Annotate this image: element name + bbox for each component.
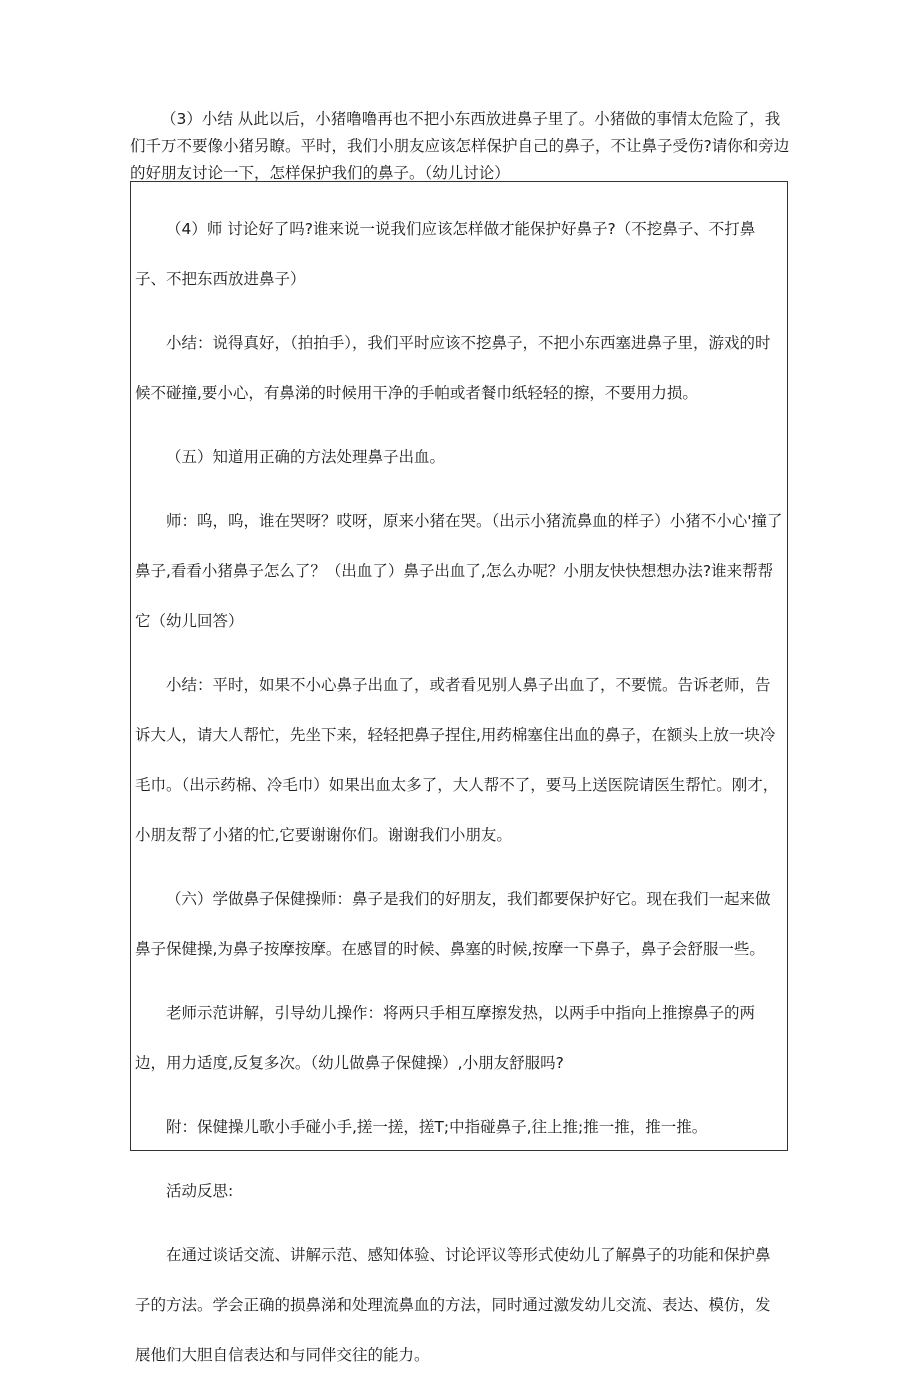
- section-six-exercise-paragraph: （六）学做鼻子保健操师：鼻子是我们的好朋友，我们都要保护好它。现在我们一起来做鼻子保健操,为鼻子按摩按摩。在感冒的时候、鼻塞的时候,按摩一下鼻子，鼻子会舒服一些。: [135, 890, 771, 958]
- summary-nosebleed-paragraph: 小结：平时，如果不小心鼻子出血了，或者看见别人鼻子出血了，不要慌。告诉老师，告诉大人，请大人帮忙，先坐下来，轻轻把鼻子捏住,用药棉塞住出血的鼻子，在额头上放一块冷毛巾。（出示药棉、冷毛巾）如果出血太多了，大人帮不了，要马上送医院请医生帮忙。刚才，小朋友帮了小猪的忙,它要谢谢你们。谢谢我们小朋友。: [135, 676, 779, 844]
- lesson-table-cell: [130, 181, 788, 1364]
- summary-protect-nose-paragraph: 小结：说得真好，（拍拍手），我们平时应该不挖鼻子，不把小东西塞进鼻子里，游戏的时候不碰撞,要小心，有鼻涕的时候用干净的手帕或者餐巾纸轻轻的擦，不要用力损。: [135, 334, 771, 402]
- intro-section: [130, 106, 790, 187]
- intro-paragraph: （3）小结 从此以后，小猪噜噜再也不把小东西放进鼻子里了。小猪做的事情太危险了，我们千万不要像小猪另瞭。平时，我们小朋友应该怎样保护自己的鼻子，不让鼻子受伤?请你和旁边的好朋友讨论一下，怎样保护我们的鼻子。（幼儿讨论）: [130, 110, 790, 182]
- reflection-paragraph: 在通过谈话交流、讲解示范、感知体验、讨论评议等形式使幼儿了解鼻子的功能和保护鼻子的方法。学会正确的损鼻涕和处理流鼻血的方法，同时通过激发幼儿交流、表达、模仿，发展他们大胆自信表达和与同伴交往的能力。: [135, 1246, 771, 1364]
- teacher-demo-paragraph: 老师示范讲解，引导幼儿操作：将两只手相互摩擦发热，以两手中指向上推擦鼻子的两边，用力适度,反复多次。（幼儿做鼻子保健操）,小朋友舒服吗?: [135, 1004, 756, 1072]
- section-five-heading: （五）知道用正确的方法处理鼻子出血。: [166, 448, 446, 466]
- discussion-question-paragraph: （4）师 讨论好了吗?谁来说一说我们应该怎样做才能保护好鼻子?（不挖鼻子、不打鼻子、不把东西放进鼻子）: [135, 220, 756, 288]
- reflection-heading: 活动反思:: [166, 1182, 234, 1200]
- teacher-nosebleed-story-paragraph: 师：呜，呜，谁在哭呀？哎呀，原来小猪在哭。（出示小猪流鼻血的样子）小猪不小心'撞了鼻子,看看小猪鼻子怎么了？（出血了）鼻子出血了,怎么办呢？小朋友快快想想办法?谁来帮帮它（幼儿回答）: [135, 512, 783, 630]
- nursery-rhyme-paragraph: 附：保健操儿歌小手碰小手,搓一搓，搓T;中指碰鼻子,往上推;推一推，推一推。: [166, 1118, 708, 1136]
